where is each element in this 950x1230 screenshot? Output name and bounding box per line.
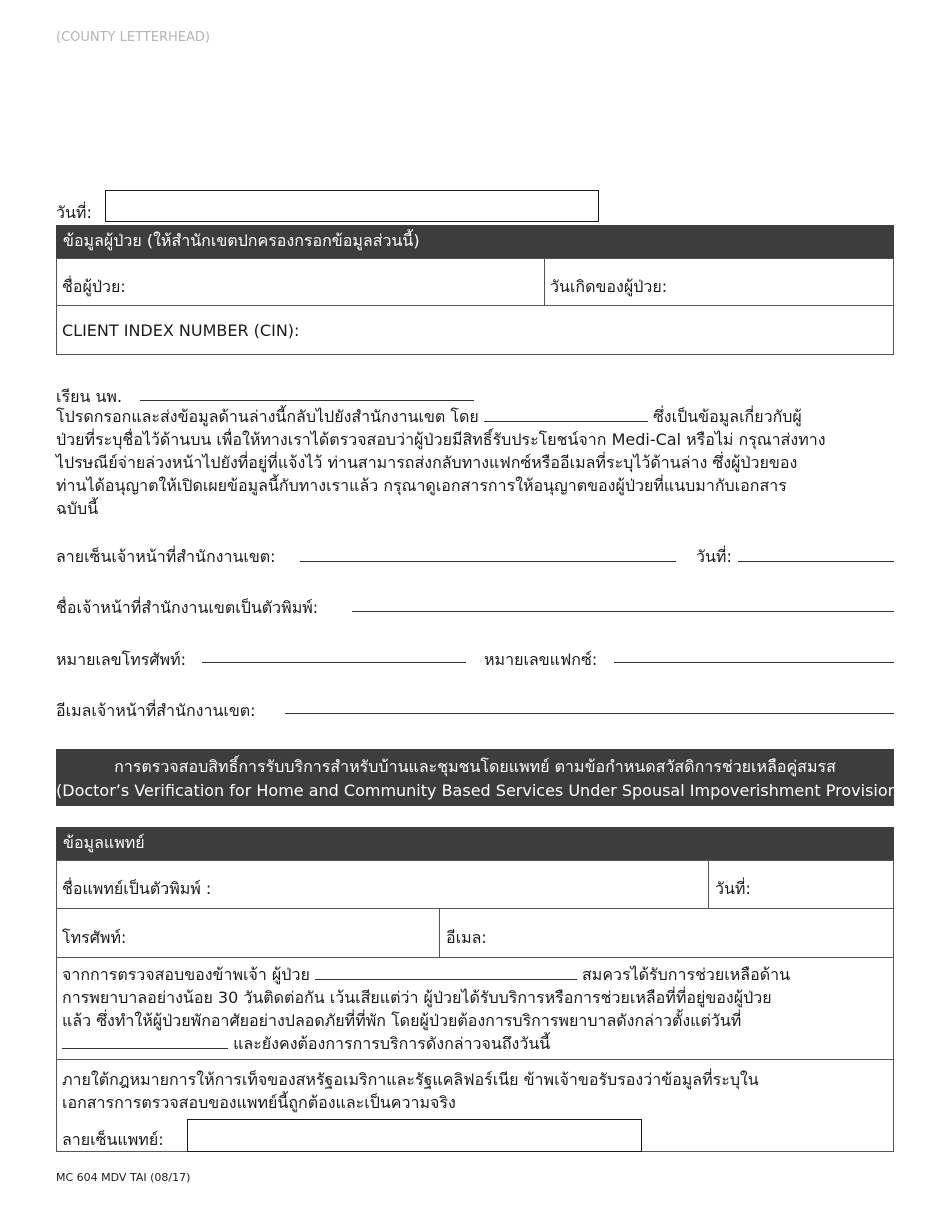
patient-name-blank[interactable] xyxy=(315,965,577,980)
perjury-statement xyxy=(62,1068,892,1114)
verification-line: และยังคงต้องการการบริการดังกล่าวจนถึงวันนี้ xyxy=(233,1034,551,1053)
county-date-line[interactable] xyxy=(738,561,894,562)
county-phone-line[interactable] xyxy=(202,662,466,663)
county-printed-name-line[interactable] xyxy=(352,611,894,612)
banner-english-title: (Doctor’s Verification for Home and Community Based Services Under Spousal Impoverishment Provisions) xyxy=(56,781,913,800)
county-email-line[interactable] xyxy=(285,713,894,714)
divider xyxy=(56,957,894,958)
county-letterhead: (COUNTY LETTERHEAD) xyxy=(56,30,210,45)
perjury-line: ภายใต้กฎหมายการให้การเท็จของสหรัฐอเมริกาและรัฐแคลิฟอร์เนีย ข้าพเจ้าขอรับรองว่าข้อมูลที่ระบุใน xyxy=(62,1070,759,1089)
letter-line: ป่วยที่ระบุชื่อไว้ด้านบน เพื่อให้ทางเราได้ตรวจสอบว่าผู้ป่วยมีสิทธิ์รับประโยชน์จาก Medi-Cal หรือไม่ กรุณาส่งทาง xyxy=(56,430,826,449)
date-input[interactable] xyxy=(105,190,599,222)
salutation: เรียน นพ. xyxy=(56,387,123,406)
doctor-phone-label: โทรศัพท์: xyxy=(62,928,127,947)
verification-statement xyxy=(62,963,892,1055)
banner-thai-title: การตรวจสอบสิทธิ์การรับบริการสำหรับบ้านและชุมชนโดยแพทย์ ตามข้อกำหนดสวัสดิการช่วยเหลือคู่สมรส xyxy=(114,757,836,776)
verification-line: การพยาบาลอย่างน้อย 30 วันติดต่อกัน เว้นเสียแต่ว่า ผู้ป่วยได้รับบริการหรือการช่วยเหลือที่ที่อยู่ของผู้ป่วย xyxy=(62,988,772,1007)
return-date-blank[interactable] xyxy=(484,407,648,422)
doctor-printed-name-label: ชื่อแพทย์เป็นตัวพิมพ์ : xyxy=(62,879,212,898)
doctor-date-label: วันที่: xyxy=(715,879,751,898)
doctor-name-blank[interactable] xyxy=(140,400,474,401)
doctor-signature-label: ลายเซ็นแพทย์: xyxy=(62,1130,164,1149)
patient-name-field[interactable] xyxy=(56,258,544,305)
perjury-line: เอกสารการตรวจสอบของแพทย์นี้ถูกต้องและเป็นความจริง xyxy=(62,1093,456,1112)
county-email-label: อีเมลเจ้าหน้าที่สำนักงานเขต: xyxy=(56,701,256,720)
county-signature-line[interactable] xyxy=(300,561,676,562)
divider xyxy=(56,1059,894,1060)
doctor-email-field[interactable] xyxy=(440,909,894,957)
form-code: MC 604 MDV TAI (08/17) xyxy=(56,1171,191,1184)
date-label: วันที่: xyxy=(56,203,92,222)
letter-line: ซึ่งเป็นข้อมูลเกี่ยวกับผู้ xyxy=(652,407,802,426)
county-printed-name-label: ชื่อเจ้าหน้าที่สำนักงานเขตเป็นตัวพิมพ์: xyxy=(56,598,319,617)
start-date-blank[interactable] xyxy=(62,1034,228,1049)
letter-line: ไปรษณีย์จ่ายล่วงหน้าไปยังที่อยู่ที่แจ้งไว้ ท่านสามารถส่งกลับทางแฟกซ์หรืออีเมลที่ระบุไว้ด้านล่าง ซึ่งผู้ป่วยของ xyxy=(56,453,798,472)
county-phone-label: หมายเลขโทรศัพท์: xyxy=(56,650,187,669)
letter-line: ฉบับนี้ xyxy=(56,499,99,518)
county-fax-label: หมายเลขแฟกซ์: xyxy=(484,650,598,669)
letter-body xyxy=(56,405,896,520)
cin-label: CLIENT INDEX NUMBER (CIN): xyxy=(62,321,300,340)
county-fax-line[interactable] xyxy=(614,662,894,663)
patient-info-header: ข้อมูลผู้ป่วย (ให้สำนักเขตปกครองกรอกข้อมูลส่วนนี้) xyxy=(56,225,894,258)
verification-line: จากการตรวจสอบของข้าพเจ้า ผู้ป่วย xyxy=(62,965,310,984)
letter-line: ท่านได้อนุญาตให้เปิดเผยข้อมูลนี้กับทางเราแล้ว กรุณาดูเอกสารการให้อนุญาตของผู้ป่วยที่แนบมากับเอกสาร xyxy=(56,476,787,495)
verification-title-banner xyxy=(56,749,913,806)
county-signature-label: ลายเซ็นเจ้าหน้าที่สำนักงานเขต: xyxy=(56,547,276,566)
county-date-label: วันที่: xyxy=(696,547,732,566)
patient-name-label: ชื่อผู้ป่วย: xyxy=(62,277,126,296)
verification-line: สมควรได้รับการช่วยเหลือด้าน xyxy=(582,965,791,984)
doctor-info-header: ข้อมูลแพทย์ xyxy=(56,827,894,860)
doctor-email-label: อีเมล: xyxy=(446,928,487,947)
doctor-signature-input[interactable] xyxy=(187,1119,642,1152)
patient-dob-label: วันเกิดของผู้ป่วย: xyxy=(550,277,668,296)
verification-line: แล้ว ซึ่งทำให้ผู้ป่วยพักอาศัยอย่างปลอดภัยที่ที่พัก โดยผู้ป่วยต้องการบริการพยาบาลดังกล่าวตั้งแต่วันที่ xyxy=(62,1011,742,1030)
letter-line: โปรดกรอกและส่งข้อมูลด้านล่างนี้กลับไปยังสำนักงานเขต โดย xyxy=(56,407,479,426)
